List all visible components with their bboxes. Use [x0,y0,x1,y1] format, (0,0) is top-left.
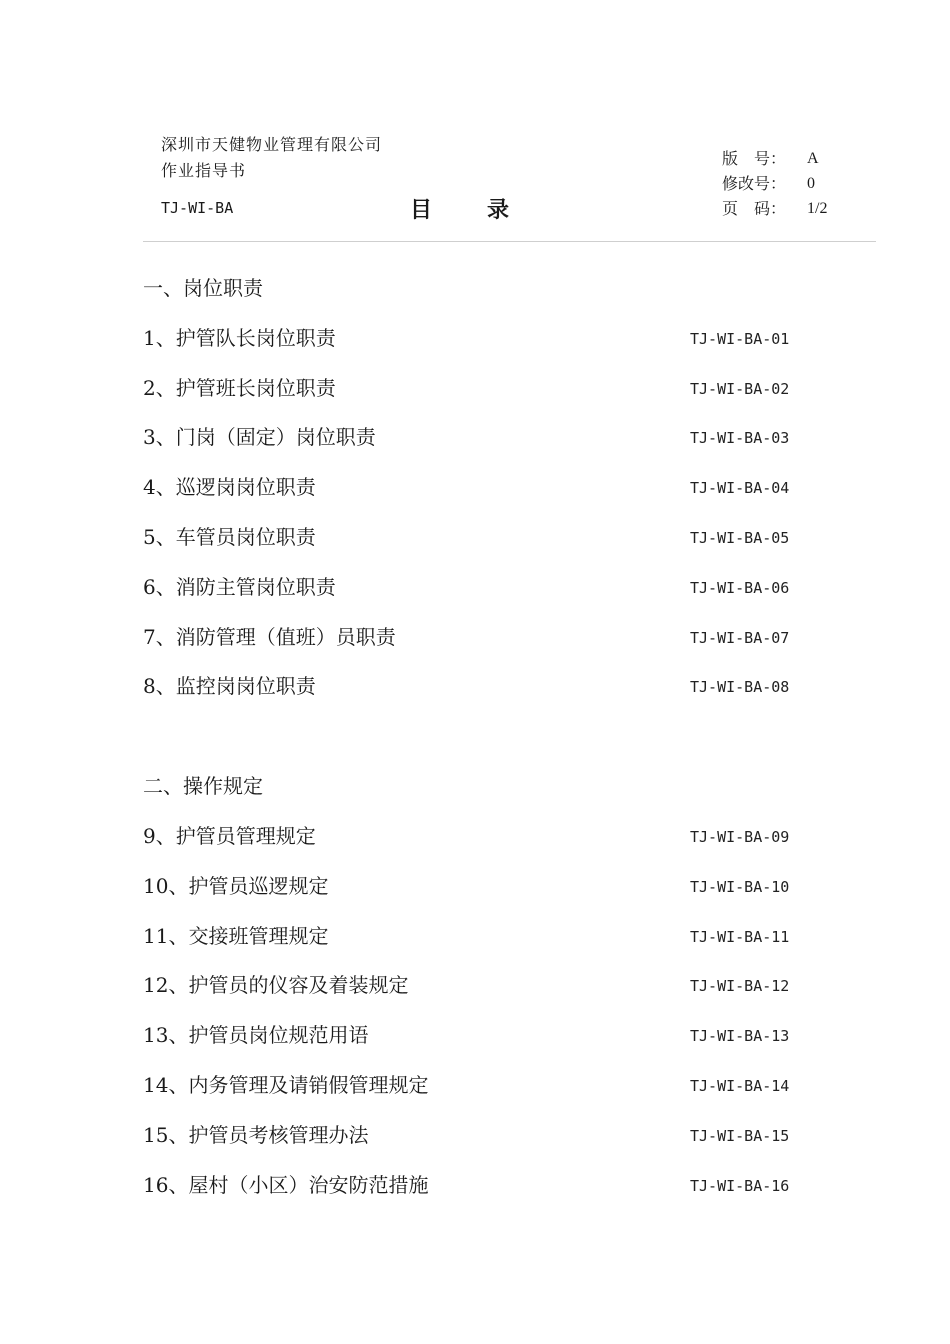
toc-item-code: TJ-WI-BA-04 [690,479,790,498]
meta-label: 版 号： [722,149,787,168]
toc-item-label: 14、内务管理及请销假管理规定 [143,1072,429,1097]
page-title [410,193,509,224]
toc-item-code: TJ-WI-BA-10 [690,877,790,896]
toc-item-label: 12、护管员的仪容及着装规定 [143,973,409,998]
document-code: TJ-WI-BA [161,199,234,217]
toc-item-code: TJ-WI-BA-11 [690,927,790,946]
section-title: 一、岗位职责 [143,276,263,300]
title-char-1: 目 [410,198,433,223]
toc-item-code: TJ-WI-BA-16 [690,1176,790,1195]
toc-item-code: TJ-WI-BA-01 [690,329,790,348]
meta-label: 修改号： [722,174,787,193]
toc-item-code: TJ-WI-BA-14 [690,1076,790,1095]
toc-item-code: TJ-WI-BA-05 [690,528,790,547]
toc-item [143,368,876,418]
toc-item-code: TJ-WI-BA-08 [690,678,790,697]
toc-item [143,617,876,667]
toc-item [143,417,876,467]
toc-item-code: TJ-WI-BA-13 [690,1027,790,1046]
toc-item [143,965,876,1015]
toc-item-label: 5、车管员岗位职责 [143,524,316,549]
header-divider [143,241,876,242]
meta-value: 0 [807,175,815,192]
toc-item [143,1015,876,1065]
toc-item-label: 9、护管员管理规定 [143,823,316,848]
toc-item-label: 15、护管员考核管理办法 [143,1122,369,1147]
section-spacer [143,716,876,766]
table-of-contents [143,268,876,1214]
toc-item [143,1115,876,1165]
toc-item-code: TJ-WI-BA-15 [690,1126,790,1145]
meta-version [722,146,827,171]
toc-item [143,467,876,517]
toc-item-label: 2、护管班长岗位职责 [143,375,336,400]
toc-item-code: TJ-WI-BA-03 [690,429,790,448]
toc-item [143,567,876,617]
toc-item [143,866,876,916]
toc-item-code: TJ-WI-BA-09 [690,827,790,846]
toc-item-code: TJ-WI-BA-07 [690,628,790,647]
meta-page [722,196,827,221]
toc-item-label: 4、巡逻岗岗位职责 [143,475,316,500]
toc-item [143,517,876,567]
toc-item-label: 3、门岗（固定）岗位职责 [143,425,376,450]
toc-item-label: 11、交接班管理规定 [143,923,329,948]
toc-item-label: 6、消防主管岗位职责 [143,574,336,599]
document-type: 作业指导书 [161,161,247,180]
toc-item-label: 7、消防管理（值班）员职责 [143,624,396,649]
meta-revision [722,171,827,196]
meta-label: 页 码： [722,199,787,218]
document-meta [722,146,827,221]
toc-item-label: 16、屋村（小区）治安防范措施 [143,1172,429,1197]
header-left [161,132,382,184]
toc-item-code: TJ-WI-BA-06 [690,578,790,597]
toc-item-label: 1、护管队长岗位职责 [143,325,336,350]
toc-item [143,666,876,716]
company-name: 深圳市天健物业管理有限公司 [161,135,383,154]
title-char-2: 录 [487,198,510,223]
toc-item [143,1165,876,1215]
toc-item [143,1065,876,1115]
meta-value: 1/2 [807,200,828,217]
toc-item-label: 10、护管员巡逻规定 [143,873,329,898]
toc-item-label: 8、监控岗岗位职责 [143,674,316,699]
toc-item-code: TJ-WI-BA-12 [690,977,790,996]
toc-item-label: 13、护管员岗位规范用语 [143,1023,369,1048]
section-title: 二、操作规定 [143,774,263,799]
toc-item [143,318,876,368]
meta-value: A [807,150,819,167]
toc-item [143,816,876,866]
toc-item-code: TJ-WI-BA-02 [690,379,790,398]
toc-item [143,916,876,966]
